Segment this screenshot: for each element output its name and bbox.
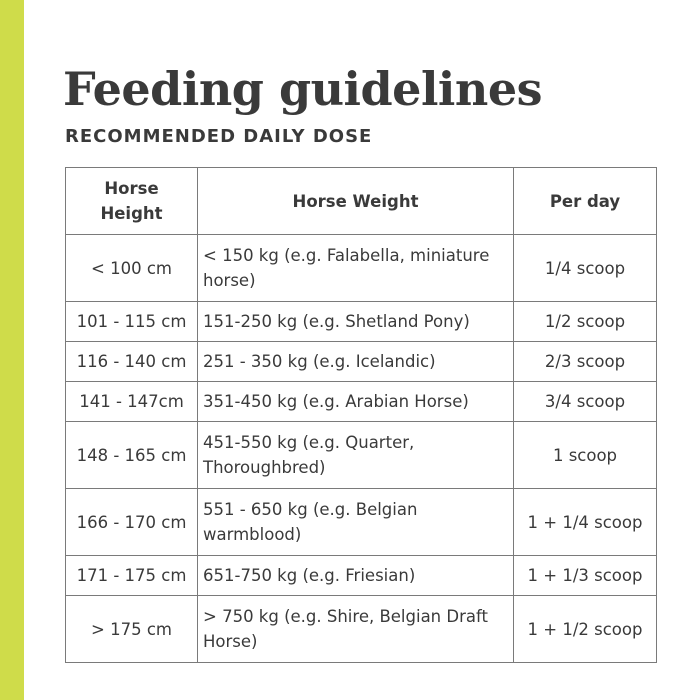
- table-row: [66, 235, 657, 302]
- table-row: [66, 302, 657, 342]
- dose-cell: 3/4 scoop: [514, 382, 657, 422]
- dose-cell: 1 + 1/4 scoop: [514, 489, 657, 556]
- height-cell: 141 - 147cm: [66, 382, 198, 422]
- height-cell: 101 - 115 cm: [66, 302, 198, 342]
- dose-cell: 1 scoop: [514, 422, 657, 489]
- accent-bar: [0, 0, 24, 700]
- feeding-table: [65, 167, 657, 663]
- header-horse-weight: Horse Weight: [198, 168, 514, 235]
- height-cell: < 100 cm: [66, 235, 198, 302]
- header-horse-height: Horse Height: [66, 168, 198, 235]
- weight-cell: 351-450 kg (e.g. Arabian Horse): [198, 382, 514, 422]
- table-header-row: [66, 168, 657, 235]
- header-per-day: Per day: [514, 168, 657, 235]
- weight-cell: 451-550 kg (e.g. Quarter, Thoroughbred): [198, 422, 514, 489]
- height-cell: 148 - 165 cm: [66, 422, 198, 489]
- dose-cell: 1 + 1/2 scoop: [514, 596, 657, 663]
- weight-cell: > 750 kg (e.g. Shire, Belgian Draft Horse): [198, 596, 514, 663]
- table-row: [66, 422, 657, 489]
- table-row: [66, 489, 657, 556]
- dose-cell: 1/4 scoop: [514, 235, 657, 302]
- weight-cell: 651-750 kg (e.g. Friesian): [198, 556, 514, 596]
- table-row: [66, 342, 657, 382]
- weight-cell: 151-250 kg (e.g. Shetland Pony): [198, 302, 514, 342]
- dose-cell: 2/3 scoop: [514, 342, 657, 382]
- table-row: [66, 382, 657, 422]
- weight-cell: 551 - 650 kg (e.g. Belgian warmblood): [198, 489, 514, 556]
- page-title: Feeding guidelines: [63, 62, 543, 116]
- height-cell: 166 - 170 cm: [66, 489, 198, 556]
- height-cell: 171 - 175 cm: [66, 556, 198, 596]
- page-subtitle: RECOMMENDED DAILY DOSE: [65, 126, 373, 147]
- weight-cell: 251 - 350 kg (e.g. Icelandic): [198, 342, 514, 382]
- height-cell: > 175 cm: [66, 596, 198, 663]
- dose-cell: 1/2 scoop: [514, 302, 657, 342]
- table-row: [66, 596, 657, 663]
- dose-cell: 1 + 1/3 scoop: [514, 556, 657, 596]
- weight-cell: < 150 kg (e.g. Falabella, miniature horse): [198, 235, 514, 302]
- height-cell: 116 - 140 cm: [66, 342, 198, 382]
- table-row: [66, 556, 657, 596]
